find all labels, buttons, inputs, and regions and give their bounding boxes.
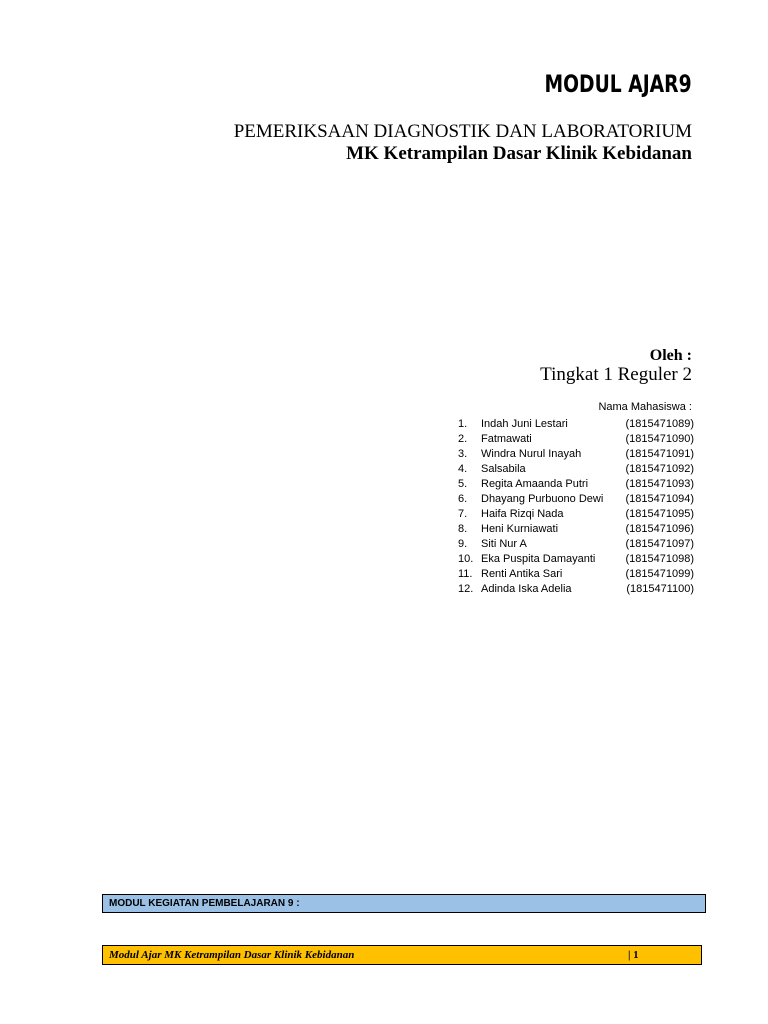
student-name: Windra Nurul Inayah bbox=[481, 448, 582, 460]
student-num: 6. bbox=[458, 493, 468, 505]
student-id: (1815471096) bbox=[625, 523, 694, 535]
student-num: 5. bbox=[458, 478, 468, 490]
student-list bbox=[458, 417, 694, 597]
student-id: (1815471093) bbox=[625, 478, 694, 490]
student-num: 10. bbox=[458, 553, 474, 565]
student-row bbox=[458, 507, 694, 522]
student-id: (1815471090) bbox=[625, 433, 694, 445]
student-row bbox=[458, 417, 694, 432]
student-name: Renti Antika Sari bbox=[481, 568, 563, 580]
kegiatan-label: MODUL KEGIATAN PEMBELAJARAN 9 : bbox=[109, 898, 300, 909]
student-row bbox=[458, 567, 694, 582]
page-number: | 1 bbox=[628, 949, 639, 961]
student-num: 1. bbox=[458, 418, 468, 430]
student-name: Eka Puspita Damayanti bbox=[481, 553, 596, 565]
module-title: MODUL AJAR9 bbox=[544, 70, 692, 98]
student-num: 9. bbox=[458, 538, 468, 550]
student-id: (1815471099) bbox=[625, 568, 694, 580]
student-id: (1815471094) bbox=[625, 493, 694, 505]
page-footer bbox=[102, 945, 702, 965]
student-name: Siti Nur A bbox=[481, 538, 527, 550]
class-name: Tingkat 1 Reguler 2 bbox=[540, 364, 692, 385]
student-name: Dhayang Purbuono Dewi bbox=[481, 493, 604, 505]
student-name: Adinda Iska Adelia bbox=[481, 583, 572, 595]
students-label: Nama Mahasiswa : bbox=[598, 401, 692, 413]
student-id: (1815471091) bbox=[625, 448, 694, 460]
student-name: Indah Juni Lestari bbox=[481, 418, 568, 430]
student-name: Haifa Rizqi Nada bbox=[481, 508, 564, 520]
student-row bbox=[458, 552, 694, 567]
student-row bbox=[458, 492, 694, 507]
student-num: 12. bbox=[458, 583, 474, 595]
student-num: 8. bbox=[458, 523, 468, 535]
student-id: (1815471095) bbox=[625, 508, 694, 520]
student-row bbox=[458, 462, 694, 477]
oleh-label: Oleh : bbox=[649, 347, 692, 364]
student-id: (1815471097) bbox=[625, 538, 694, 550]
student-id: (1815471089) bbox=[625, 418, 694, 430]
student-name: Regita Amaanda Putri bbox=[481, 478, 589, 490]
student-row bbox=[458, 537, 694, 552]
student-name: Heni Kurniawati bbox=[481, 523, 559, 535]
student-num: 2. bbox=[458, 433, 468, 445]
kegiatan-section-bar bbox=[102, 894, 706, 913]
student-row bbox=[458, 432, 694, 447]
student-row bbox=[458, 522, 694, 537]
student-row bbox=[458, 447, 694, 462]
student-row bbox=[458, 582, 694, 597]
student-num: 4. bbox=[458, 463, 468, 475]
student-id: (1815471092) bbox=[625, 463, 694, 475]
student-name: Fatmawati bbox=[481, 433, 532, 445]
student-num: 7. bbox=[458, 508, 468, 520]
student-num: 11. bbox=[458, 568, 473, 580]
student-row bbox=[458, 477, 694, 492]
student-id: (1815471100) bbox=[626, 583, 694, 595]
student-num: 3. bbox=[458, 448, 468, 460]
document-subtitle-course: MK Ketrampilan Dasar Klinik Kebidanan bbox=[346, 143, 692, 164]
student-id: (1815471098) bbox=[625, 553, 694, 565]
document-subtitle-topic: PEMERIKSAAN DIAGNOSTIK DAN LABORATORIUM bbox=[233, 121, 692, 142]
footer-text: Modul Ajar MK Ketrampilan Dasar Klinik Kebidanan bbox=[109, 949, 355, 961]
student-name: Salsabila bbox=[481, 463, 526, 475]
